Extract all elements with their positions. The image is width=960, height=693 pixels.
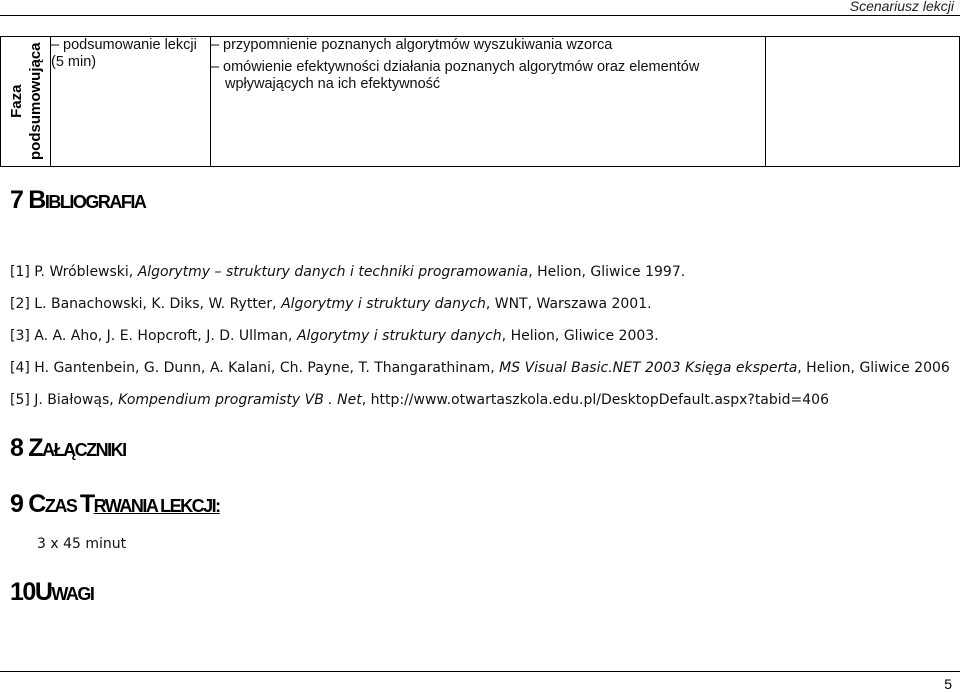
bibliography-entry: [3] A. A. Aho, J. E. Hopcroft, J. D. Ullman, Algorytmy i struktury danych, Helion, Gliwice 2003. [10, 328, 659, 344]
summary-line2: (5 min) [51, 54, 97, 70]
summary-line1: – podsumowanie lekcji [51, 37, 197, 53]
header-title: Scenariusz lekcji [849, 0, 954, 14]
summary-cell [51, 37, 211, 167]
activities-cell [211, 37, 766, 167]
lesson-duration: 3 x 45 minut [37, 536, 127, 552]
activity-item: – omówienie efektywności działania poznanych algorytmów oraz elementów wpływających na ich efektywność [211, 59, 700, 92]
phase-table [0, 36, 960, 167]
activity-item: – przypomnienie poznanych algorytmów wyszukiwania wzorca [211, 37, 613, 53]
bibliography-entry: [2] L. Banachowski, K. Diks, W. Rytter, Algorytmy i struktury danych, WNT, Warszawa 2001. [10, 296, 652, 312]
section-heading-bibliography: 7 BIBLIOGRAFIA [10, 186, 146, 214]
empty-cell [766, 37, 960, 167]
phase-label-line2: podsumowująca [26, 42, 44, 160]
phase-cell [1, 37, 51, 167]
page-number: 5 [944, 676, 952, 692]
section-heading-duration: 9 CZAS TRWANIA LEKCJI: [10, 490, 220, 518]
section-heading-attachments: 8 ZAŁĄCZNIKI [10, 434, 126, 462]
footer-rule [0, 671, 960, 672]
section-heading-notes: 10UWAGI [10, 578, 94, 606]
phase-label-line1: Faza [7, 84, 25, 118]
phase-label [7, 42, 45, 160]
header-rule [0, 15, 960, 16]
bibliography-entry: [1] P. Wróblewski, Algorytmy – struktury danych i techniki programowania, Helion, Gliwice 1997. [10, 264, 686, 280]
bibliography-entry: [4] H. Gantenbein, G. Dunn, A. Kalani, Ch. Payne, T. Thangarathinam, MS Visual Basic.NET 2003 Księga eksperta, Helion, Gliwice 2006 [10, 360, 950, 376]
bibliography-entry: [5] J. Białowąs, Kompendium programisty VB . Net, http://www.otwartaszkola.edu.pl/DesktopDefault.aspx?tabid=406 [10, 392, 829, 408]
